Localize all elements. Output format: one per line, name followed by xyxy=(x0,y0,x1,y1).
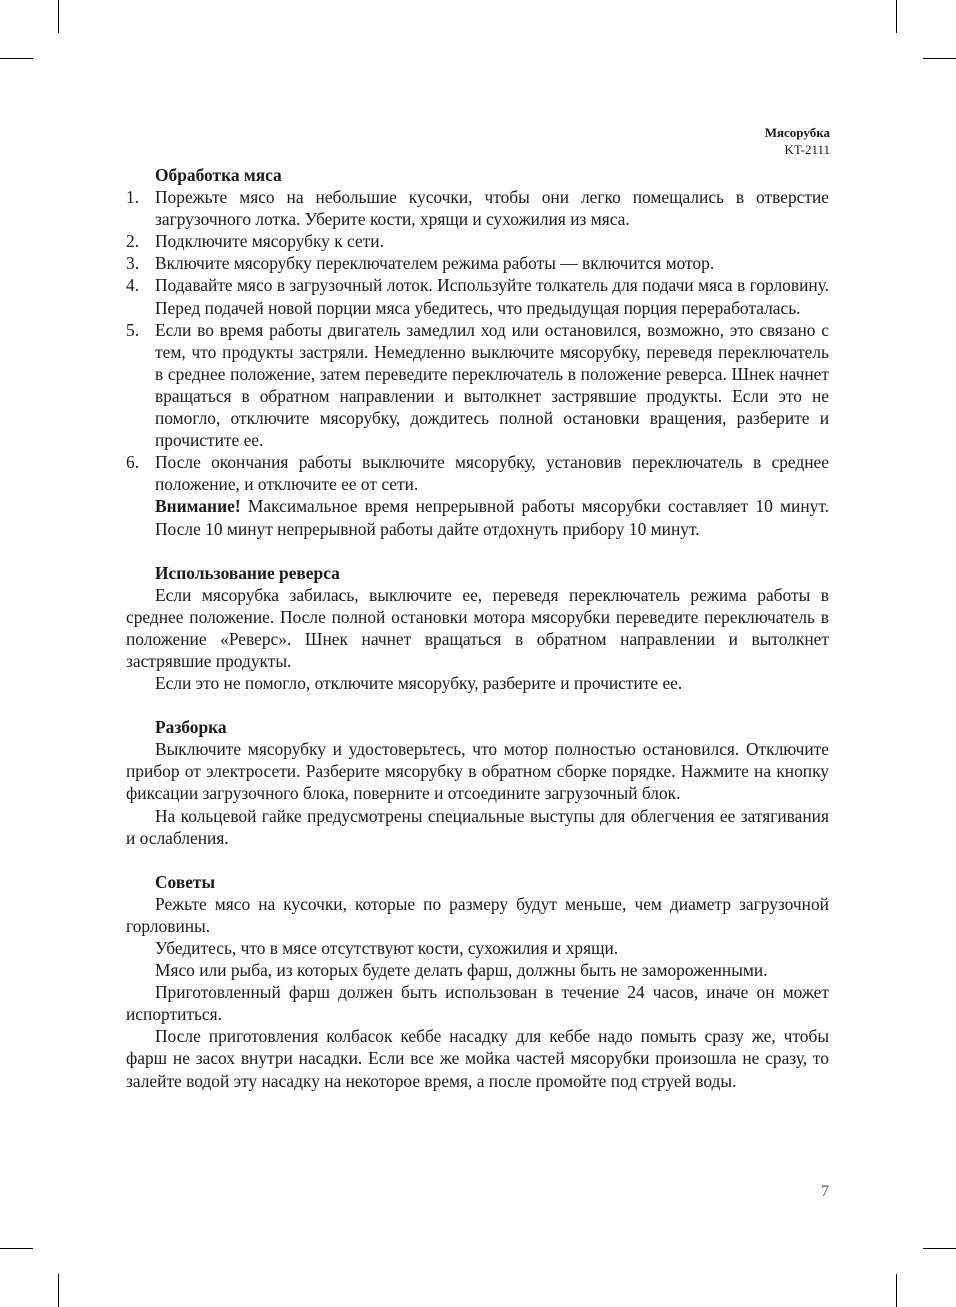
paragraph: После приготовления колбасок кеббе насадку для кеббе надо помыть сразу же, чтобы фарш не засох внутри насадки. Если все же мойка частей мясорубки произошла не сразу, то залейте водой эту насадку на некоторое время, а после промойте под струей воды. xyxy=(126,1026,829,1091)
page-number: 7 xyxy=(821,1183,829,1200)
paragraph: Выключите мясорубку и удостоверьтесь, что мотор полностью остановился. Отключите прибор от электросети. Разберите мясорубку в обратном сборке порядке. Нажмите на кнопку фиксации загрузочного блока, поверните и отсоедините загрузочный блок. xyxy=(126,739,829,804)
section-heading-meat: Обработка мяса xyxy=(155,165,282,185)
list-number: 1. xyxy=(126,187,140,208)
meat-steps-list xyxy=(126,186,829,495)
crop-mark xyxy=(896,1274,897,1307)
crop-mark xyxy=(0,58,33,59)
list-text: Подключите мясорубку к сети. xyxy=(155,231,384,252)
header-title: Мясорубка xyxy=(764,125,830,140)
crop-mark xyxy=(896,0,897,33)
list-text: Порежьте мясо на небольшие кусочки, чтобы они легко помещались в отверстие загрузочного лотка. Уберите кости, хрящи и сухожилия из мяса. xyxy=(155,187,829,230)
paragraph: Приготовленный фарш должен быть использован в течение 24 часов, иначе он может испортиться. xyxy=(126,982,829,1025)
warning-label: Внимание! xyxy=(155,496,241,517)
list-number: 5. xyxy=(126,319,140,340)
crop-mark xyxy=(923,58,956,59)
warning-text: Максимальное время непрерывной работы мясорубки составляет 10 минут. После 10 минут непрерывной работы дайте отдохнуть прибору 10 минут. xyxy=(155,496,829,539)
list-number: 4. xyxy=(126,275,140,296)
paragraph: Режьте мясо на кусочки, которые по размеру будут меньше, чем диаметр загрузочной горловины. xyxy=(126,893,829,936)
crop-mark xyxy=(0,1248,33,1249)
section-heading-reverse: Использование реверса xyxy=(155,562,340,583)
crop-mark xyxy=(58,1274,59,1307)
list-item xyxy=(126,319,829,452)
warning-note xyxy=(126,495,829,539)
list-number: 2. xyxy=(126,231,140,252)
section-heading-disassembly: Разборка xyxy=(155,717,227,738)
paragraph: Убедитесь, что в мясе отсутствуют кости, сухожилия и хрящи. xyxy=(155,938,619,958)
list-text: Подавайте мясо в загрузочный лоток. Используйте толкатель для подачи мяса в горловину. Перед подачей новой порции мяса убедитесь, что предыдущая порция переработалась. xyxy=(155,275,829,318)
list-item xyxy=(126,186,829,230)
paragraph: Мясо или рыба, из которых будете делать фарш, должны быть не замороженными. xyxy=(155,960,768,981)
paragraph: На кольцевой гайке предусмотрены специальные выступы для облегчения ее затягивания и ослабления. xyxy=(126,805,829,848)
list-item xyxy=(126,252,829,274)
section-heading-tips: Советы xyxy=(155,871,216,892)
list-item xyxy=(126,230,829,252)
header-model: KT-2111 xyxy=(784,142,830,157)
running-header xyxy=(765,124,830,158)
list-item xyxy=(126,274,829,318)
paragraph: Если это не помогло, отключите мясорубку, разберите и прочистите ее. xyxy=(155,673,683,694)
list-number: 6. xyxy=(126,452,140,473)
page-content xyxy=(126,164,829,1092)
list-text: Включите мясорубку переключателем режима работы — включится мотор. xyxy=(155,253,715,274)
list-item xyxy=(126,451,829,495)
list-text: После окончания работы выключите мясорубку, установив переключатель в среднее положение, и отключите ее от сети. xyxy=(155,452,829,495)
crop-mark xyxy=(923,1248,956,1249)
paragraph: Если мясорубка забилась, выключите ее, переведя переключатель режима работы в среднее положение. После полной остановки мотора мясорубки переведите переключатель в положение «Реверс». Шнек начнет вращаться в обратном направлении и вытолкнет застрявшие продукты. xyxy=(126,584,829,671)
crop-mark xyxy=(58,0,59,33)
list-text: Если во время работы двигатель замедлил ход или остановился, возможно, это связано с тем, что продукты застряли. Немедленно выключите мясорубку, переведя переключатель в среднее положение, затем переведите переключатель в положение реверса. Шнек начнет вращаться в обратном направлении и вытолкнет застрявшие продукты. Если это не помогло, отключите мясорубку, дождитесь полной остановки вращения, разберите и прочистите ее. xyxy=(155,319,829,451)
list-number: 3. xyxy=(126,253,140,274)
